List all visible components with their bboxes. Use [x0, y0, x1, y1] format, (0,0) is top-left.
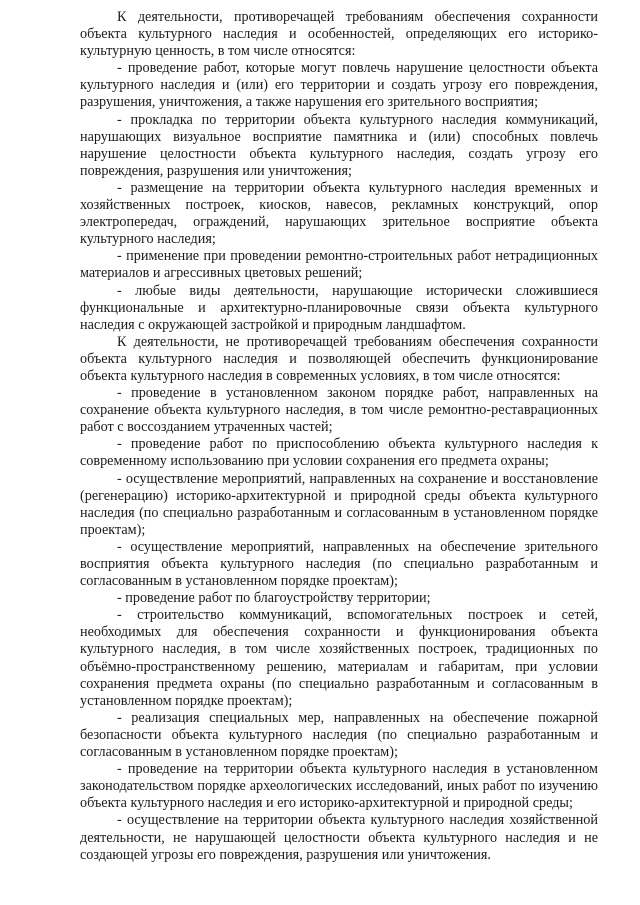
scan-speck	[434, 829, 436, 830]
list-item: - строительство коммуникаций, вспомогательных построек и сетей, необходимых для обеспечения сохранности и функционирования объекта культурного наследия, в том числе хозяйственных построек, традиционных по объёмно-пространственному решению, материалам и габаритам, при условии сохранения предмета охраны (по специально разработанным и согласованным в установленном порядке проектам);	[80, 607, 598, 709]
paragraph-intro-permitted: К деятельности, не противоречащей требованиям обеспечения сохранности объекта культурного наследия и позволяющей обеспечить функционирование объекта культурного наследия в современных условиях, в том числе относятся:	[80, 333, 598, 384]
list-item: - проведение работ по благоустройству территории;	[117, 590, 431, 607]
list-item: - проведение работ, которые могут повлечь нарушение целостности объекта культурного наследия и (или) его территории и создать угрозу его повреждения, разрушения, уничтожения, а также нарушения его зрительного восприятия;	[80, 60, 598, 111]
list-item: - осуществление мероприятий, направленных на обеспечение зрительного восприятия объекта культурного наследия (по специально разработанным и согласованным в установленном порядке проектам);	[80, 538, 598, 590]
document-page	[80, 9, 598, 864]
list-item: - размещение на территории объекта культурного наследия временных и хозяйственных построек, киосков, навесов, рекламных конструкций, опор электропередач, ограждений, нарушающих зрительное восприятие объекта культурного наследия;	[80, 179, 598, 248]
list-item: - осуществление мероприятий, направленных на сохранение и восстановление (регенерацию) историко-архитектурной и природной среды объекта культурного наследия (по специально разработанным и согласованным в установленном порядке проектам);	[80, 470, 598, 538]
list-item: - проведение на территории объекта культурного наследия в установленном законодательством порядке археологических исследований, иных работ по изучению объекта культурного наследия и его историко-архитектурной и природной среды;	[80, 761, 598, 812]
paragraph-intro-prohibited: К деятельности, противоречащей требованиям обеспечения сохранности объекта культурного наследия и особенностей, определяющих его историко-культурную ценность, в том числе относятся:	[80, 9, 598, 60]
list-item: - проведение в установленном законом порядке работ, направленных на сохранение объекта культурного наследия, в том числе ремонтно-реставрационных работ с воссозданием утраченных частей;	[80, 385, 598, 436]
list-item: - проведение работ по приспособлению объекта культурного наследия к современному использованию при условии сохранения его предмета охраны;	[80, 436, 598, 470]
list-item: - любые виды деятельности, нарушающие исторически сложившиеся функциональные и архитектурно-планировочные связи объекта культурного наследия с окружающей застройкой и природным ландшафтом.	[80, 282, 598, 333]
list-item: - прокладка по территории объекта культурного наследия коммуникаций, нарушающих визуальное восприятие памятника и (или) способных повлечь нарушение целостности объекта культурного наследия, создать угрозу его повреждения, разрушения или уничтожения;	[80, 111, 598, 179]
list-item: - осуществление на территории объекта культурного наследия хозяйственной деятельности, не нарушающей целостности объекта культурного наследия и не создающей угрозы его повреждения, разрушения или уничтожения.	[80, 812, 598, 863]
list-item: - применение при проведении ремонтно-строительных работ нетрадиционных материалов и агрессивных цветовых решений;	[80, 248, 598, 282]
list-item: - реализация специальных мер, направленных на обеспечение пожарной безопасности объекта культурного наследия (по специально разработанным и согласованным в установленном порядке проектам);	[80, 709, 598, 761]
